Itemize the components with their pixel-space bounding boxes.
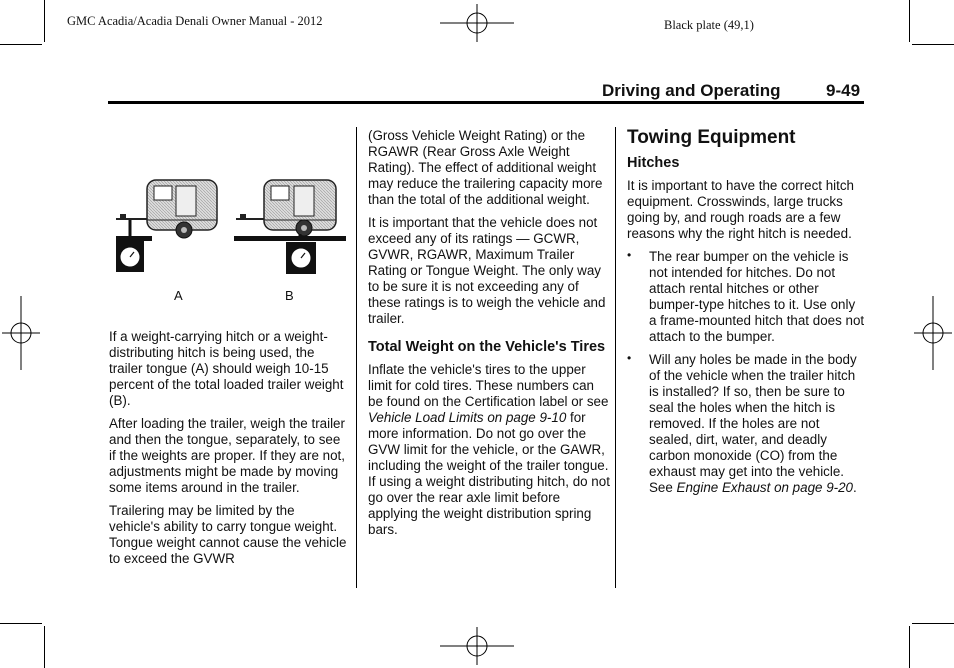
column-1 — [109, 329, 349, 574]
crop-mark — [0, 623, 42, 624]
list-item — [627, 249, 865, 345]
manual-title: GMC Acadia/Acadia Denali Owner Manual - 2012 — [67, 14, 323, 28]
cross-reference-link[interactable]: Engine Exhaust on page 9-20 — [676, 480, 853, 495]
cross-reference-link[interactable]: Vehicle Load Limits on page 9-10 — [368, 410, 567, 425]
bullet-icon: • — [627, 351, 632, 365]
registration-mark-icon — [440, 627, 514, 665]
crop-mark — [909, 626, 910, 668]
paragraph: It is important that the vehicle does not exceed any of its ratings — GCWR, GVWR, RGAWR, Maximum Trailer Rating or Tongue Weight. The only way to be sure it is not exceeding any of these ratings is to weigh the vehicle and trailer. — [368, 215, 606, 326]
section-title: Driving and Operating — [602, 81, 781, 100]
header-rule — [108, 101, 864, 104]
crop-mark — [0, 44, 42, 45]
subheading-hitches: Hitches — [627, 155, 680, 171]
column-2 — [368, 128, 610, 545]
text: Will any holes be made in the body of the vehicle when the trailer hitch is installed? If so, then be sure to seal the holes when the hitch is removed. If the holes are not sealed, dirt, water, and deadly carbon monoxide (CO) from the exhaust may get into the vehicle. See — [649, 352, 857, 495]
crop-mark — [909, 0, 910, 42]
subheading-total-weight: Total Weight on the Vehicle's Tires — [368, 339, 606, 355]
crop-mark — [912, 623, 954, 624]
registration-mark-icon — [440, 4, 514, 42]
text: for more information. Do not go over the GVW limit for the vehicle, or the GAWR, including the weight of the trailer tongue. If using a weight distributing hitch, do not go over the rear axle limit before applying the weight distribution spring bars. — [368, 410, 610, 537]
text: . — [853, 480, 857, 495]
plate-label: Black plate (49,1) — [664, 18, 754, 32]
bullet-icon: • — [627, 248, 632, 262]
page-number: 9-49 — [826, 81, 861, 100]
column-divider — [356, 127, 357, 588]
scale-a-icon — [116, 220, 144, 272]
column-divider — [615, 127, 616, 588]
paragraph: It is important to have the correct hitch equipment. Crosswinds, large trucks going by, and rough roads are a few reasons why the right hitch is needed. — [627, 178, 855, 241]
paragraph: Trailering may be limited by the vehicle's ability to carry tongue weight. Tongue weight cannot cause the vehicle to exceed the GVWR — [109, 503, 347, 566]
figure-label-b: B — [285, 288, 294, 303]
heading-towing-equipment: Towing Equipment — [627, 127, 796, 148]
registration-mark-icon — [2, 296, 40, 370]
registration-mark-icon — [914, 296, 952, 370]
paragraph: If a weight-carrying hitch or a weight-distributing hitch is being used, the trailer tongue (A) should weigh 10-15 percent of the total loaded trailer weight (B). — [109, 329, 344, 408]
text: Inflate the vehicle's tires to the upper limit for cold tires. These numbers can be found on the Certification label or see — [368, 362, 609, 409]
crop-mark — [912, 44, 954, 45]
list-item — [627, 352, 865, 496]
crop-mark — [44, 0, 45, 42]
trailer-b-drawing — [234, 180, 346, 241]
crop-mark — [44, 626, 45, 668]
figure-label-a: A — [174, 288, 183, 303]
paragraph — [368, 362, 610, 538]
text: The rear bumper on the vehicle is not intended for hitches. Do not attach rental hitches or other bumper-type hitches to it. Use only a frame-mounted hitch that does not attach to the bumper. — [649, 249, 865, 344]
paragraph: (Gross Vehicle Weight Rating) or the RGAWR (Rear Gross Axle Weight Rating). The effect of additional weight may reduce the trailering capacity more than the total of the additional weight. — [368, 128, 603, 207]
paragraph: After loading the trailer, weigh the trailer and then the tongue, separately, to see if the weights are proper. If they are not, adjustments might be made by moving some items around in the trailer. — [109, 416, 345, 495]
tongue-weight-illustration — [110, 172, 350, 280]
column-3 — [627, 127, 865, 503]
